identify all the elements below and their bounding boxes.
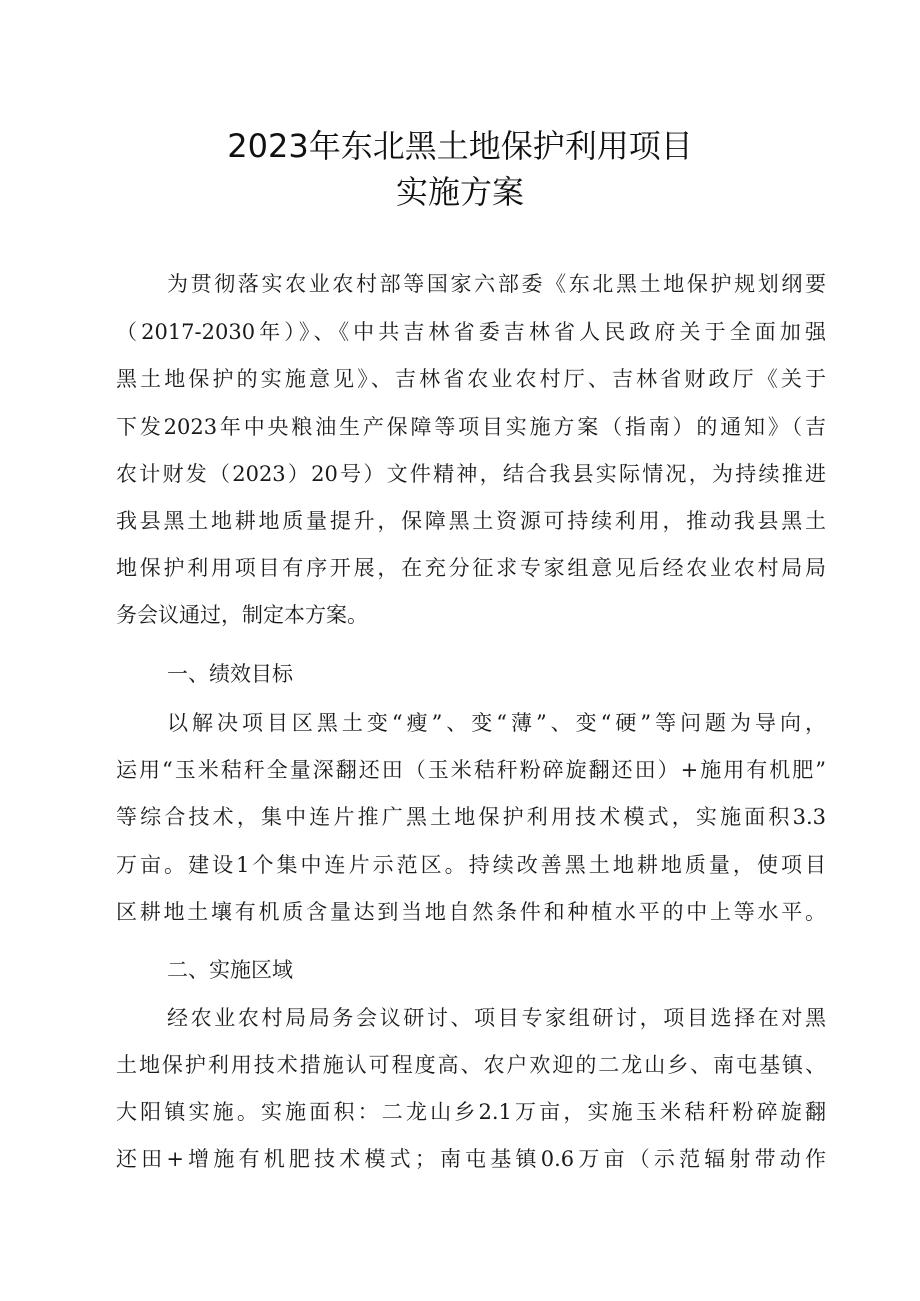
- intro-line: 务会议通过，制定本方案。: [116, 603, 368, 627]
- section2-line: 大阳镇实施。实施面积：二龙山乡2.1万亩，实施玉米秸秆粉碎旋翻: [116, 1100, 826, 1124]
- document-title-line1: 2023年东北黑土地保护利用项目: [227, 127, 693, 165]
- section1-line: 以解决项目区黑土变“瘦”、变“薄”、变“硬”等问题为导向，: [167, 711, 826, 735]
- section2-line: 经农业农村局局务会议研讨、项目专家组研讨，项目选择在对黑: [167, 1006, 826, 1030]
- intro-line: （2017-2030年）》、《中共吉林省委吉林省人民政府关于全面加强: [116, 320, 826, 344]
- intro-line: 地保护利用项目有序开展，在充分征求专家组意见后经农业农村局局: [116, 556, 826, 580]
- section1-line: 运用“玉米秸秆全量深翻还田（玉米秸秆粉碎旋翻还田）+施用有机肥”: [116, 758, 826, 782]
- intro-line: 为贯彻落实农业农村部等国家六部委《东北黑土地保护规划纲要: [167, 272, 826, 296]
- intro-line: 下发2023年中央粮油生产保障等项目实施方案（指南）的通知》（吉: [116, 415, 826, 439]
- section2-line: 土地保护利用技术措施认可程度高、农户欢迎的二龙山乡、南屯基镇、: [116, 1053, 826, 1077]
- section1-heading: 一、绩效目标: [167, 662, 293, 686]
- section2-line: 还田+增施有机肥技术模式；南屯基镇0.6万亩（示范辐射带动作: [116, 1147, 826, 1171]
- section1-line: 区耕地土壤有机质含量达到当地自然条件和种植水平的中上等水平。: [116, 900, 826, 924]
- intro-line: 黑土地保护的实施意见》、吉林省农业农村厅、吉林省财政厅《关于: [116, 367, 826, 391]
- intro-line: 农计财发（2023）20号）文件精神，结合我县实际情况，为持续推进: [116, 462, 826, 486]
- intro-line: 我县黑土地耕地质量提升，保障黑土资源可持续利用，推动我县黑土: [116, 509, 826, 533]
- document-title-line2: 实施方案: [395, 173, 524, 211]
- section1-line: 等综合技术，集中连片推广黑土地保护利用技术模式，实施面积3.3: [116, 805, 826, 829]
- section2-heading: 二、实施区域: [167, 958, 293, 982]
- section1-line: 万亩。建设1个集中连片示范区。持续改善黑土地耕地质量，使项目: [116, 853, 826, 877]
